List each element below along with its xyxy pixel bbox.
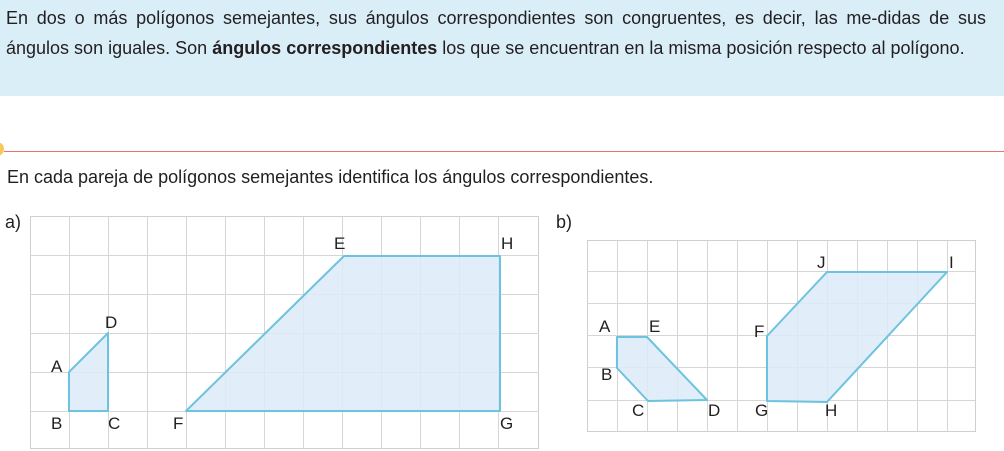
part-a-label: a) <box>5 212 22 232</box>
part-b-figure <box>587 240 977 432</box>
point-b-h: H <box>825 401 838 420</box>
point-a-c: C <box>108 414 121 433</box>
point-b-e: E <box>649 317 661 336</box>
point-b-c: C <box>632 401 645 420</box>
point-a-g: G <box>500 414 514 433</box>
callout-sentence-1: En dos o más polígonos semejantes, sus ángulos correspondientes son congruentes, es decir, las me-didas de sus ángulos son iguales. <box>6 8 986 58</box>
point-b-j: J <box>817 253 826 272</box>
point-b-i: I <box>949 253 954 272</box>
callout-sentence-2-start: Son <box>175 38 208 58</box>
part-b-label: b) <box>556 212 573 232</box>
point-b-f: F <box>754 322 765 341</box>
part-a-figure <box>30 216 540 451</box>
part-b-grid <box>587 240 977 433</box>
point-a-a: A <box>51 357 63 376</box>
point-b-g: G <box>755 401 769 420</box>
exercise-instruction: En cada pareja de polígonos semejantes identifica los ángulos correspondientes. <box>7 167 654 187</box>
point-b-d: D <box>708 401 721 420</box>
part-a-grid <box>30 216 540 450</box>
point-b-a: A <box>599 317 611 336</box>
callout-term-bold: ángulos correspondientes <box>212 38 438 58</box>
point-a-b: B <box>51 414 63 433</box>
point-a-h: H <box>501 234 514 253</box>
point-a-f: F <box>173 414 184 433</box>
point-a-d: D <box>105 313 118 332</box>
exercise-marker <box>0 142 4 156</box>
definition-callout <box>0 0 1004 96</box>
point-b-b: B <box>601 365 613 384</box>
callout-sentence-2-end: los que se encuentran en la misma posición respecto al polígono. <box>442 38 965 58</box>
section-divider <box>4 151 1004 152</box>
point-a-e: E <box>334 234 346 253</box>
